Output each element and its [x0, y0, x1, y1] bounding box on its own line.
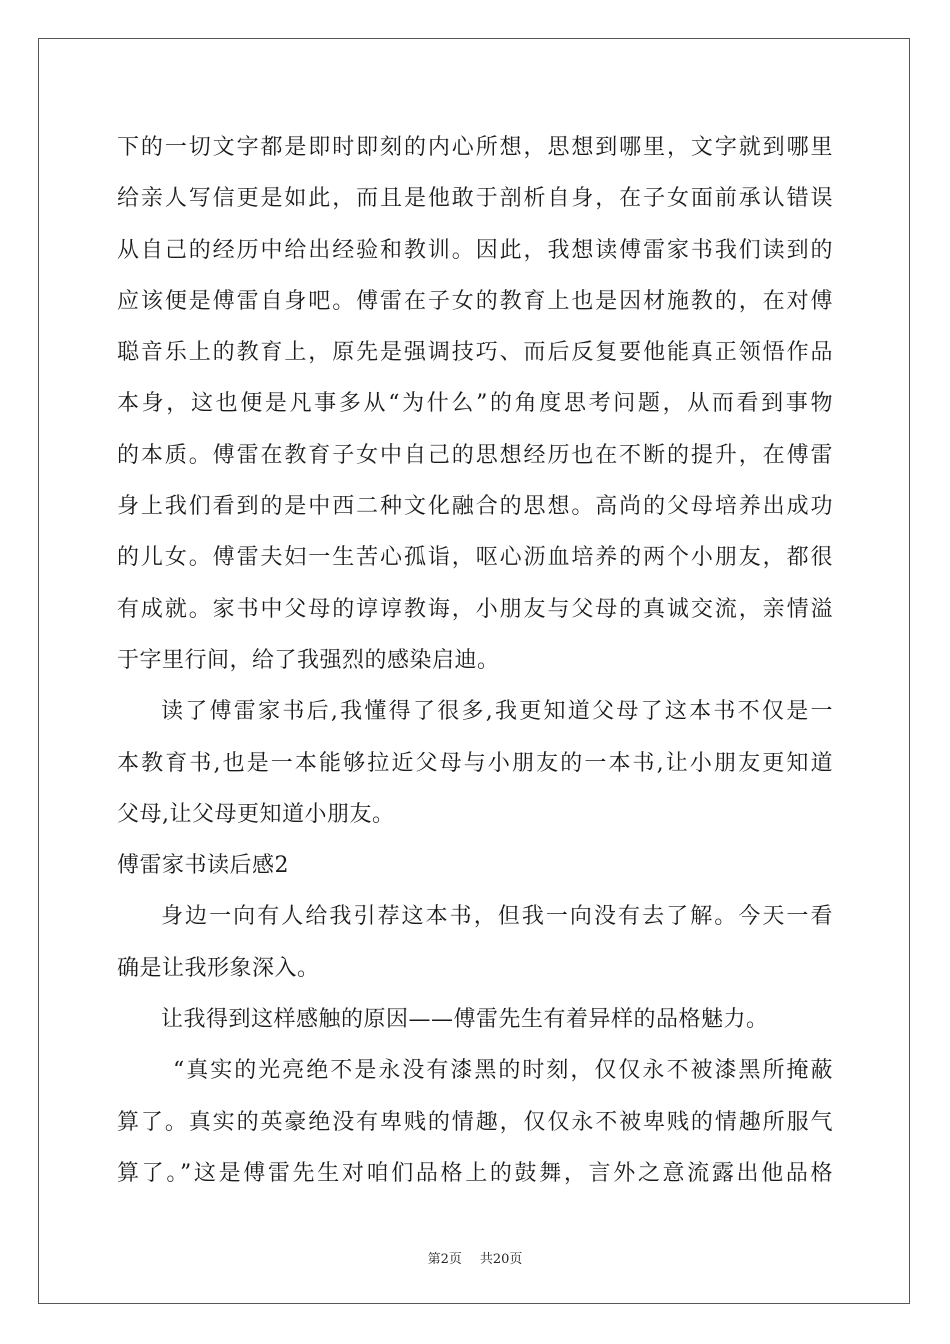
text-line: 有成就。家书中父母的谆谆教诲，小朋友与父母的真诚交流，亲情溢 [117, 596, 833, 622]
text-line: 算了。”这是傅雷先生对咱们品格上的鼓舞，言外之意流露出他品格 [117, 1160, 833, 1186]
text-line: 确是让我形象深入。 [117, 955, 320, 981]
text-line: 下的一切文字都是即时即刻的内心所想，思想到哪里，文字就到哪里 [117, 135, 833, 160]
text-line: 算了。真实的英豪绝没有卑贱的情趣，仅仅永不被卑贱的情趣所服气 [117, 1109, 833, 1135]
text-line: 的儿女。傅雷夫妇一生苦心孤诣，呕心沥血培养的两个小朋友，都很 [117, 545, 833, 571]
text-line: “真实的光亮绝不是永没有漆黑的时刻，仅仅永不被漆黑所掩蔽 [173, 1058, 833, 1084]
text-line: 于字里行间，给了我强烈的感染启迪。 [117, 647, 500, 673]
text-line: 身边一向有人给我引荐这本书，但我一向没有去了解。今天一看 [161, 904, 833, 930]
text-line: 身上我们看到的是中西二种文化融合的思想。高尚的父母培养出成功 [117, 494, 833, 520]
text-line: 的本质。傅雷在教育子女中自己的思想经历也在不断的提升，在傅雷 [117, 442, 833, 468]
page-footer [0, 1248, 950, 1267]
text-line: 给亲人写信更是如此，而且是他敢于剖析自身，在子女面前承认错误 [117, 186, 833, 212]
text-line: 本教育书,也是一本能够拉近父母与小朋友的一本书,让小朋友更知道 [117, 750, 833, 776]
text-line: 本身，这也便是凡事多从“为什么”的角度思考问题，从而看到事物 [117, 391, 833, 417]
page-total: 共20页 [479, 1252, 523, 1267]
text-line: 从自己的经历中给出经验和教训。因此，我想读傅雷家书我们读到的 [117, 237, 833, 263]
text-line: 读了傅雷家书后,我懂得了很多,我更知道父母了这本书不仅是一 [161, 699, 833, 725]
page-number: 第2页 [427, 1252, 462, 1267]
text-line: 应该便是傅雷自身吧。傅雷在子女的教育上也是因材施教的，在对傅 [117, 288, 833, 314]
document-body [117, 128, 833, 1205]
text-line: 让我得到这样感触的原因——傅雷先生有着异样的品格魅力。 [161, 1007, 769, 1033]
section-heading: 傅雷家书读后感2 [117, 853, 289, 879]
text-line: 聪音乐上的教育上，原先是强调技巧、而后反复要他能真正领悟作品 [117, 340, 833, 366]
text-line: 父母,让父母更知道小朋友。 [117, 801, 395, 827]
